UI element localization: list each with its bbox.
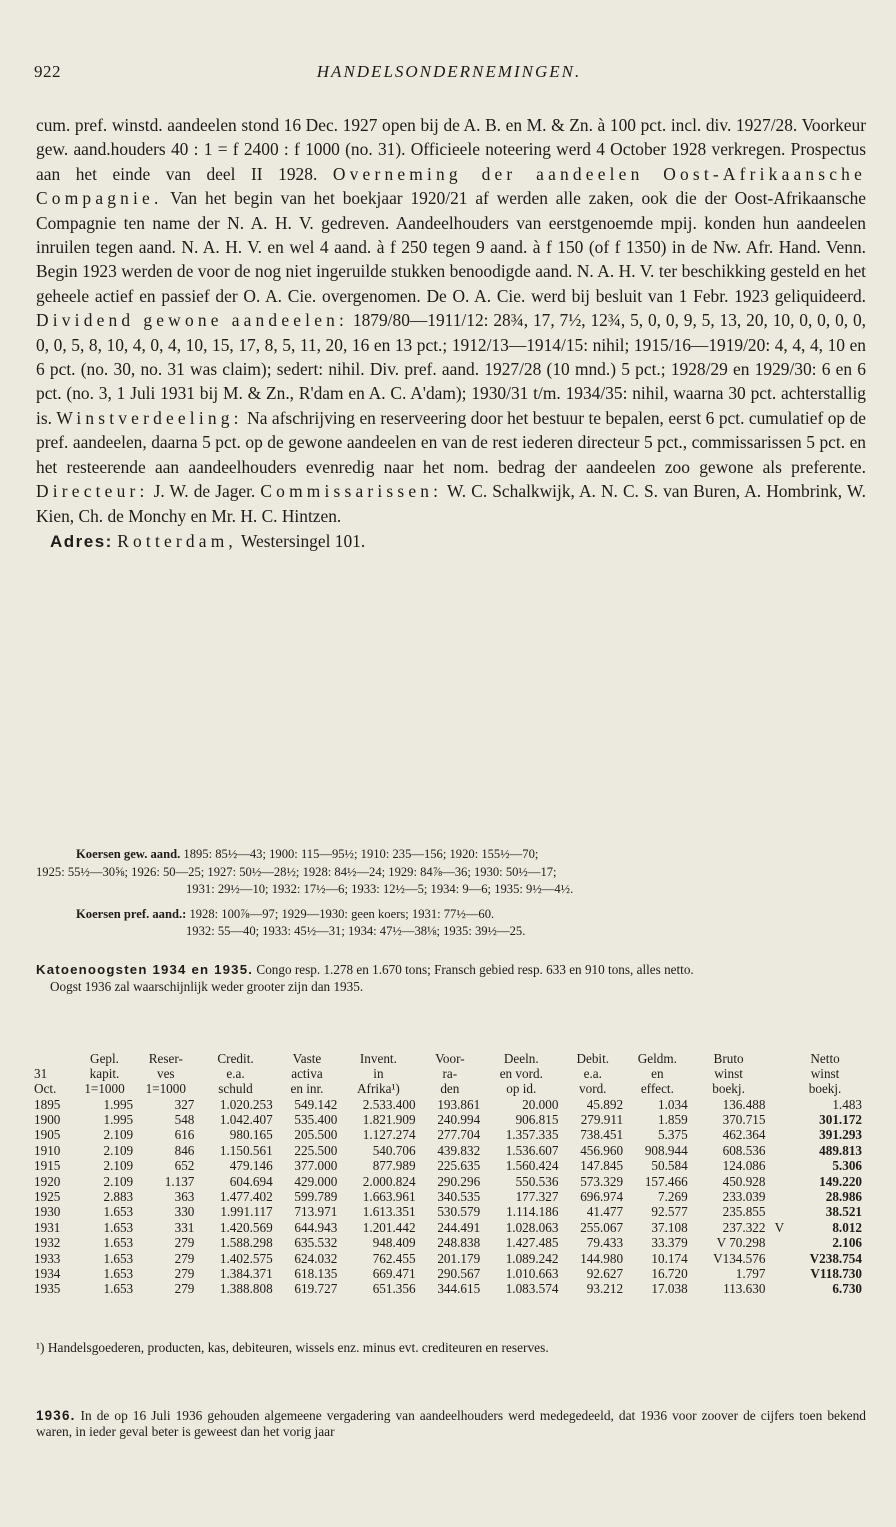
table-row: [32, 1158, 864, 1173]
table-cell: 235.855: [722, 1204, 766, 1220]
table-cell: 2.106: [832, 1235, 862, 1251]
table-header-cell: 31: [34, 1066, 48, 1082]
table-cell: 331: [174, 1219, 195, 1235]
table-cell: 225.500: [294, 1142, 338, 1158]
address-street: Westersingel 101.: [236, 530, 366, 551]
table-row: [32, 1174, 864, 1189]
year-1936-label: 1936.: [36, 1408, 76, 1423]
table-cell: 1.859: [658, 1112, 688, 1128]
table-cell: 618.135: [294, 1266, 338, 1282]
table-cell: 255.067: [580, 1219, 624, 1235]
table-cell: 573.329: [580, 1173, 624, 1189]
table-header-cell: Deeln.: [503, 1051, 539, 1066]
prices-ordinary: [36, 846, 866, 899]
table-cell: 5.375: [658, 1127, 688, 1143]
table-cell: 1.653: [103, 1266, 134, 1282]
table-cell: 244.491: [437, 1219, 481, 1235]
cotton-harvest-text: [36, 962, 866, 979]
table-header-cell: en: [651, 1066, 664, 1082]
table-cell: 370.715: [722, 1112, 766, 1128]
text-span: Congo resp. 1.278 en 1.670 tons; Fransch gebied resp. 633 en 910 tons, alles netto.: [253, 962, 694, 977]
text-span: 1879/80—1911/12: 28¾, 17, 7½, 12¾, 5, 0, 0, 9, 5, 13, 20, 10, 0, 0, 0, 0, 0, 0, 5, 8, 10, 4, 0, 4, 10, 15, 17, 8, 5, 11, 20, 16 en 13 pct.; 1912/13—1914/15: nihil; 1915/16—1919/20: 4, 4, 4, 10 en 6 pct. (no. 30, no. 31 was claim); sedert: nihil. Div. pref. aand. 1927/28 (10 mnd.) 5 pct.; 1928/29 en 1929/30: 6 en 6 pct. (no. 3, 1 Juli 1931 bij M. & Zn., R'dam en A. C. A'dam); 1930/31 t/m. 1934/35: nihil, waarna 30 pct. achterstallig is.: [36, 310, 867, 428]
table-cell: 1.127.274: [362, 1127, 416, 1143]
section-heading-winstverdeeling: Winstverdeeling:: [56, 407, 243, 428]
table-cell: 391.293: [819, 1127, 862, 1143]
prices-preferred-label: Koersen pref. aand.:: [76, 906, 187, 921]
table-header-cell: [32, 1051, 74, 1066]
table-year-cell: 1915: [34, 1158, 61, 1174]
table-header-cell: e.a.: [226, 1066, 245, 1082]
table-row: [32, 1235, 864, 1250]
table-cell: 652: [174, 1158, 195, 1174]
table-header-cell: Reser-: [148, 1051, 183, 1066]
table-cell: 1.384.371: [219, 1266, 273, 1282]
table-cell: 651.356: [372, 1281, 416, 1297]
table-header-cell: in: [373, 1066, 384, 1082]
table-cell: 1.588.298: [219, 1235, 273, 1251]
table-cell: 1.653: [103, 1250, 134, 1266]
table-year-cell: 1910: [34, 1142, 61, 1158]
table-cell: 1.114.186: [506, 1204, 559, 1220]
table-cell: [767, 1158, 786, 1173]
table-cell: 92.577: [651, 1204, 688, 1220]
table-cell: 1.010.663: [505, 1266, 559, 1282]
table-header-row: [32, 1081, 864, 1096]
table-cell: 240.994: [437, 1112, 481, 1128]
cotton-harvest: [36, 962, 866, 995]
table-header-cell: boekj.: [712, 1081, 745, 1097]
table-cell: 1.020.253: [219, 1096, 273, 1112]
table-cell: 41.477: [586, 1204, 624, 1220]
table-cell: 149.220: [819, 1173, 862, 1189]
table-cell: [767, 1266, 786, 1281]
table-cell: 279: [174, 1281, 195, 1297]
table-cell: 548: [174, 1112, 195, 1128]
page-number: 922: [34, 62, 61, 81]
table-cell: 327: [174, 1096, 195, 1112]
table-cell: 669.471: [372, 1266, 416, 1282]
table-cell: 906.815: [515, 1112, 559, 1128]
section-heading-commissarissen: Commissarissen:: [260, 481, 443, 502]
table-cell: 1.560.424: [505, 1158, 559, 1174]
table-header-cell: en inr.: [290, 1081, 324, 1097]
main-paragraph: [36, 113, 866, 528]
table-cell: 1.042.407: [219, 1112, 273, 1128]
prices-ordinary-line: 1925: 55½—30⅝; 1926: 50—25; 1927: 50½—28½; 1928: 84½—24; 1929: 84⅞—36; 1930: 50½—17;: [36, 864, 557, 879]
table-cell: [767, 1174, 786, 1189]
table-cell: 1.028.063: [505, 1219, 559, 1235]
table-cell: 45.892: [586, 1096, 624, 1112]
table-cell: 17.038: [651, 1281, 688, 1297]
table-cell: 1.034: [658, 1096, 688, 1112]
table-cell: 248.838: [437, 1235, 481, 1251]
text-span: cum. pref. winstd. aandeelen stond 16 Dec. 1927 open bij de A. B. en M. & Zn. à 100 pct. incl. div. 1927/28. Voorkeur gew. aand.houders 40 : 1 = f 2400 : f 1000 (no. 31). Officieele noteering werd 4 October 1928 verkregen. Prospectus aan het einde van deel II 1928.: [36, 115, 866, 184]
table-header-cell: 1=1000: [145, 1081, 186, 1097]
table-cell: 279: [174, 1250, 195, 1266]
table-header-cell: ves: [156, 1066, 175, 1082]
table-cell: 608.536: [722, 1142, 766, 1158]
table-cell: 2.883: [103, 1189, 134, 1205]
table-header-cell: winst: [714, 1066, 743, 1082]
table-cell: 225.635: [437, 1158, 481, 1174]
table-header-cell: op id.: [506, 1081, 537, 1097]
table-cell: 2.109: [103, 1158, 134, 1174]
table-cell: 1.653: [103, 1219, 134, 1235]
table-row: [32, 1251, 864, 1266]
table-row: [32, 1143, 864, 1158]
table-cell: V118.730: [810, 1266, 862, 1282]
table-cell: 462.364: [722, 1127, 766, 1143]
table-cell: 948.409: [372, 1235, 416, 1251]
table-cell: 616: [174, 1127, 195, 1143]
table-cell: 7.269: [658, 1189, 688, 1205]
table-cell: 1.150.561: [219, 1142, 273, 1158]
table-cell: 456.960: [580, 1142, 624, 1158]
table-cell: 1.388.808: [219, 1281, 273, 1297]
table-cell: 233.039: [722, 1189, 766, 1205]
table-cell: 1.653: [103, 1235, 134, 1251]
table-header-cell: Credit.: [217, 1051, 254, 1066]
table-cell: 1.613.351: [362, 1204, 416, 1220]
text-span: J. W. de Jager.: [148, 481, 261, 502]
table-cell: 439.832: [437, 1142, 481, 1158]
prices-preferred-line: 1932: 55—40; 1933: 45½—31; 1934: 47½—38⅛; 1935: 39½—25.: [186, 924, 526, 939]
prices-preferred-line: [36, 906, 866, 924]
table-cell: 124.086: [722, 1158, 766, 1174]
table-cell: 290.567: [437, 1266, 481, 1282]
table-cell: 2.109: [103, 1127, 134, 1143]
table-header-cell: Voor-: [435, 1051, 465, 1066]
text-span: Na afschrijving en reserveering door het bestuur te bepalen, eerst 6 pct. cumulatief op de pref. aandeelen, daarna 5 pct. op de gewone aandeelen en van de rest iederen directeur 5 pct., commissarissen 5 pct. en het resteerende aan aandeelhouders evenredig naar het nom. bedrag der aandeelen zoo gewone als preferente.: [36, 407, 866, 477]
table-year-cell: 1920: [34, 1173, 61, 1189]
table-cell: 1.137: [164, 1173, 195, 1189]
table-header-cell: en vord.: [499, 1066, 543, 1082]
table-cell: 279: [174, 1235, 195, 1251]
table-header-cell: Geldm.: [637, 1051, 677, 1066]
table-header-cell: Gepl.: [90, 1051, 119, 1066]
table-cell: [767, 1143, 786, 1158]
table-cell: 619.727: [294, 1281, 338, 1297]
table-year-cell: 1933: [34, 1250, 61, 1266]
table-cell: 50.584: [651, 1158, 688, 1174]
table-cell: 157.466: [644, 1173, 688, 1189]
table-cell: 363: [174, 1189, 195, 1205]
address-label: Adres:: [50, 531, 113, 551]
table-cell: 1.402.575: [219, 1250, 273, 1266]
table-header-cell: boekj.: [808, 1081, 842, 1097]
text-span: In de op 16 Juli 1936 gehouden algemeene vergadering van aandeelhouders werd medegedeeld, dat 1936 voor zoover de cijfers toen bekend waren, in ieder geval beter is geweest dan het vorig jaar: [36, 1408, 866, 1439]
table-cell: 177.327: [515, 1189, 559, 1205]
table-cell: 144.980: [580, 1250, 624, 1266]
table-cell: 193.861: [437, 1096, 481, 1112]
cotton-harvest-label: Katoenoogsten 1934 en 1935.: [36, 962, 254, 977]
table-cell: 1.427.485: [505, 1235, 559, 1251]
prices-ordinary-label: Koersen gew. aand.: [76, 847, 181, 861]
table-header-cell: Netto: [810, 1051, 840, 1066]
table-cell: 1.089.242: [505, 1250, 559, 1266]
table-cell: 1.083.574: [505, 1281, 559, 1297]
table-header-cell: [767, 1051, 786, 1066]
table-cell: 377.000: [294, 1158, 338, 1174]
table-cell: 20.000: [522, 1096, 559, 1112]
table-header-cell: e.a.: [583, 1066, 602, 1082]
table-cell: 38.521: [825, 1204, 862, 1220]
table-cell: 1.821.909: [362, 1112, 416, 1128]
text-span: Van het begin van het boekjaar 1920/21 af werden alle zaken, ook die der Oost-Afrikaansche Compagnie ten name der N. A. H. V. gedreven. Aandeelhouders van eerstgenoemde mpij. konden hun aandeelen inruilen tegen aand. N. A. H. V. en wel 4 aand. à f 250 tegen 9 aand. à f 150 (of f 1350) in de Nw. Afr. Hand. Venn. Begin 1923 werden de voor de nog niet ingeruilde stukken benoodigde aand. N. A. H. V. ter beschikking gesteld en het geheele actief en passief der O. A. Cie. overgenomen. De O. A. Cie. werd bij besluit van 1 Febr. 1923 geliquideerd.: [36, 188, 866, 306]
table-cell: 16.720: [651, 1266, 688, 1282]
footnote-text: [36, 1339, 866, 1356]
table-cell: 908.944: [644, 1142, 688, 1158]
table-year-cell: 1905: [34, 1127, 61, 1143]
table-header-cell: winst: [810, 1066, 840, 1082]
table-row: [32, 1097, 864, 1112]
table-cell: 290.296: [437, 1173, 481, 1189]
table-cell: 644.943: [294, 1219, 338, 1235]
table-cell: 1.653: [103, 1281, 134, 1297]
section-heading-dividend: Dividend gewone aandeelen:: [36, 310, 349, 331]
table-body: [32, 1097, 864, 1297]
balance-table: [32, 1051, 864, 1297]
table-cell: V: [774, 1219, 785, 1235]
table-cell: 28.986: [825, 1189, 862, 1205]
table-cell: 2.109: [103, 1142, 134, 1158]
table-cell: 1.797: [735, 1266, 766, 1282]
table-row: [32, 1189, 864, 1204]
prices-text: 1928: 100⅞—97; 1929—1930: geen koers; 1931: 77½—60.: [186, 906, 495, 921]
table-cell: V238.754: [809, 1250, 862, 1266]
prices-ordinary-line: 1931: 29½—10; 1932: 17½—6; 1933: 12½—5; 1934: 9—6; 1935: 9½—4½.: [186, 882, 574, 897]
address-line: [50, 529, 866, 554]
table-cell: 1.357.335: [505, 1127, 559, 1143]
table-cell: 2.109: [103, 1173, 134, 1189]
prices-preferred: [36, 906, 866, 941]
table-header-cell: Vaste: [292, 1051, 322, 1066]
table-year-cell: 1932: [34, 1235, 61, 1251]
share-prices: [36, 846, 866, 948]
table-cell: 37.108: [651, 1219, 688, 1235]
table-cell: 489.813: [819, 1142, 862, 1158]
table-cell: 1.536.607: [505, 1142, 559, 1158]
table-cell: 301.172: [819, 1112, 862, 1128]
address-city: Rotterdam,: [117, 530, 237, 551]
table-cell: 279.911: [580, 1112, 624, 1128]
text-span: W. C. Schalkwijk, A. N. C. S. van Buren, A. Hombrink, W. Kien, Ch. de Monchy en Mr. H. C. Hintzen.: [36, 481, 866, 526]
table-cell: 33.379: [651, 1235, 688, 1251]
table-cell: [767, 1097, 786, 1112]
table-header-cell: kapit.: [89, 1066, 120, 1082]
table-cell: 6.730: [832, 1281, 862, 1297]
table-cell: [767, 1235, 786, 1250]
table-cell: 599.789: [294, 1189, 338, 1205]
table-cell: 92.627: [586, 1266, 624, 1282]
prices-text: 1895: 85½—43; 1900: 115—95½; 1910: 235—156; 1920: 155½—70;: [180, 847, 539, 861]
table-cell: 980.165: [229, 1127, 273, 1143]
table-cell: 530.579: [437, 1204, 481, 1220]
table-row: [32, 1204, 864, 1219]
table-header-row: [32, 1066, 864, 1081]
section-heading-overneming: Overneming der aandeelen Oost-Afrikaansche Compagnie.: [36, 163, 866, 209]
table-cell: 1.483: [832, 1096, 862, 1112]
table-cell: [767, 1251, 786, 1266]
table-cell: 10.174: [651, 1250, 688, 1266]
table-year-cell: 1900: [34, 1112, 61, 1128]
table-cell: 1.201.442: [362, 1219, 416, 1235]
table-row: [32, 1127, 864, 1142]
table-cell: 147.845: [580, 1158, 624, 1174]
table-cell: 2.000.824: [362, 1173, 416, 1189]
running-title: HANDELSONDERNEMINGEN.: [316, 62, 582, 81]
table-cell: 5.306: [832, 1158, 862, 1174]
table-cell: 237.322: [722, 1219, 766, 1235]
table-cell: 340.535: [437, 1189, 481, 1205]
year-1936-text: [36, 1408, 866, 1439]
table-cell: [767, 1189, 786, 1204]
prices-ordinary-line: [36, 846, 866, 864]
table-cell: 279: [174, 1266, 195, 1282]
table-cell: 877.989: [372, 1158, 416, 1174]
table-cell: 1.991.117: [220, 1204, 273, 1220]
table-cell: 1.995: [103, 1096, 134, 1112]
text-span: Handelsgoederen, producten, kas, debiteuren, wissels enz. minus evt. crediteuren en reserves.: [44, 1340, 549, 1355]
table-cell: 846: [174, 1142, 195, 1158]
table-cell: 540.706: [372, 1142, 416, 1158]
table-cell: 450.928: [722, 1173, 766, 1189]
table-header-cell: vord.: [579, 1081, 607, 1097]
footnote: [36, 1339, 866, 1356]
table-year-cell: 1925: [34, 1189, 61, 1205]
table-year-cell: 1895: [34, 1096, 61, 1112]
table-cell: 604.694: [229, 1173, 273, 1189]
table-header-cell: den: [440, 1081, 460, 1097]
table-header-cell: activa: [291, 1066, 323, 1082]
year-1936-note: [36, 1408, 866, 1439]
table-cell: 1.477.402: [219, 1189, 273, 1205]
table-row: [32, 1112, 864, 1127]
table-cell: 429.000: [294, 1173, 338, 1189]
table-cell: 201.179: [437, 1250, 481, 1266]
table-cell: 277.704: [437, 1127, 481, 1143]
table-cell: 479.146: [229, 1158, 273, 1174]
table-cell: 713.971: [294, 1204, 338, 1220]
table-cell: 535.400: [294, 1112, 338, 1128]
table-row: [32, 1220, 864, 1235]
table-row: [32, 1266, 864, 1281]
table-cell: V134.576: [713, 1250, 766, 1266]
table-cell: 136.488: [722, 1096, 766, 1112]
table-cell: 635.532: [294, 1235, 338, 1251]
table-header-cell: effect.: [640, 1081, 674, 1097]
table-cell: 738.451: [580, 1127, 624, 1143]
table-header-cell: [767, 1081, 786, 1096]
company-description: [36, 113, 866, 554]
table-cell: [767, 1204, 786, 1219]
table-header-cell: [767, 1066, 786, 1081]
table-header-cell: Oct.: [34, 1081, 57, 1097]
table-header-cell: 1=1000: [84, 1081, 125, 1097]
cotton-harvest-forecast: Oogst 1936 zal waarschijnlijk weder grooter zijn dan 1935.: [50, 978, 364, 994]
table-year-cell: 1930: [34, 1204, 61, 1220]
table-cell: 344.615: [437, 1281, 481, 1297]
table-cell: 762.455: [372, 1250, 416, 1266]
table-cell: 1.995: [103, 1112, 134, 1128]
table-cell: 624.032: [294, 1250, 338, 1266]
table-header-cell: ra-: [442, 1066, 458, 1082]
table-year-cell: 1935: [34, 1281, 61, 1297]
financial-table: [32, 1051, 864, 1297]
table-cell: 113.630: [723, 1281, 766, 1297]
table-cell: 205.500: [294, 1127, 338, 1143]
table-cell: [767, 1127, 786, 1142]
table-header-cell: Afrika¹): [357, 1081, 400, 1097]
table-cell: [767, 1281, 786, 1296]
table-header-cell: Bruto: [713, 1051, 744, 1066]
table-cell: 93.212: [586, 1281, 624, 1297]
table-header: [32, 1051, 864, 1097]
table-year-cell: 1934: [34, 1266, 61, 1282]
table-cell: 79.433: [586, 1235, 624, 1251]
table-cell: 330: [174, 1204, 195, 1220]
page-header: [34, 62, 864, 88]
table-cell: 8.012: [832, 1219, 862, 1235]
table-cell: 549.142: [294, 1096, 338, 1112]
table-cell: 550.536: [515, 1173, 559, 1189]
table-header-cell: schuld: [218, 1081, 253, 1097]
section-heading-directeur: Directeur:: [36, 481, 149, 502]
table-cell: 1.653: [103, 1204, 134, 1220]
table-cell: 1.663.961: [362, 1189, 416, 1205]
table-cell: 1.420.569: [219, 1219, 273, 1235]
footnote-marker: ¹): [36, 1340, 45, 1355]
table-header-cell: Invent.: [359, 1051, 397, 1066]
table-year-cell: 1931: [34, 1219, 61, 1235]
table-row: [32, 1281, 864, 1296]
table-header-cell: Debit.: [576, 1051, 610, 1066]
table-cell: V 70.298: [716, 1235, 766, 1251]
table-header-row: [32, 1051, 864, 1066]
table-cell: [767, 1112, 786, 1127]
table-cell: 2.533.400: [362, 1096, 416, 1112]
table-cell: 696.974: [580, 1189, 624, 1205]
